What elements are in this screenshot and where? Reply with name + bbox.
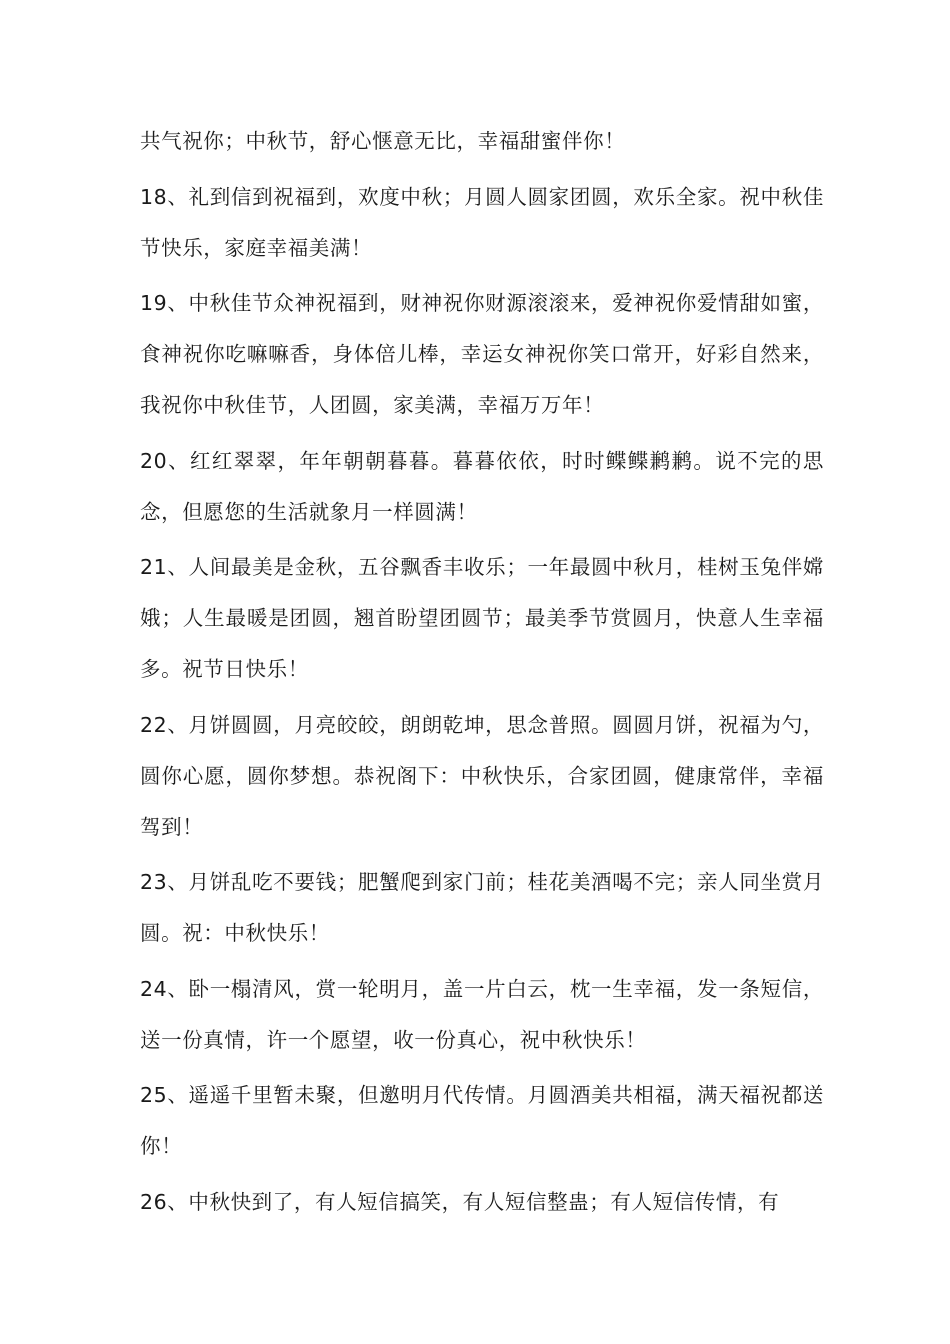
paragraph-19: 19、中秋佳节众神祝福到，财神祝你财源滚滚来，爱神祝你爱情甜如蜜，食神祝你吃嘛嘛香，身体倍儿棒，幸运女神祝你笑口常开，好彩自然来，我祝你中秋佳节，人团圆，家美满，幸福万万年！ (140, 291, 824, 417)
paragraph-20: 20、红红翠翠，年年朝朝暮暮。暮暮依依，时时鲽鲽鹣鹣。说不完的思念，但愿您的生活就象月一样圆满！ (140, 448, 824, 524)
paragraph-26: 26、中秋快到了，有人短信搞笑，有人短信整蛊；有人短信传情，有 (140, 1189, 780, 1214)
paragraph-22: 22、月饼圆圆，月亮皎皎，朗朗乾坤，思念普照。圆圆月饼，祝福为勺，圆你心愿，圆你梦想。恭祝阁下：中秋快乐，合家团圆，健康常伴，幸福驾到！ (140, 712, 824, 839)
paragraph-25: 25、遥遥千里暂未聚，但邀明月代传情。月圆酒美共相福，满天福祝都送你！ (140, 1083, 824, 1158)
paragraph-18: 18、礼到信到祝福到，欢度中秋；月圆人圆家团圆，欢乐全家。祝中秋佳节快乐，家庭幸福美满！ (140, 184, 824, 260)
paragraph-23: 23、月饼乱吃不要钱；肥蟹爬到家门前；桂花美酒喝不完；亲人同坐赏月圆。祝：中秋快乐！ (140, 870, 824, 945)
paragraph-24: 24、卧一榻清风，赏一轮明月，盖一片白云，枕一生幸福，发一条短信，送一份真情，许一个愿望，收一份真心，祝中秋快乐！ (140, 976, 824, 1052)
document-body (140, 116, 824, 1232)
paragraph-continuation: 共气祝你；中秋节，舒心惬意无比，幸福甜蜜伴你！ (140, 129, 626, 153)
paragraph-21: 21、人间最美是金秋，五谷飘香丰收乐；一年最圆中秋月，桂树玉兔伴嫦娥；人生最暖是团圆，翘首盼望团圆节；最美季节赏圆月，快意人生幸福多。祝节日快乐！ (140, 555, 824, 681)
